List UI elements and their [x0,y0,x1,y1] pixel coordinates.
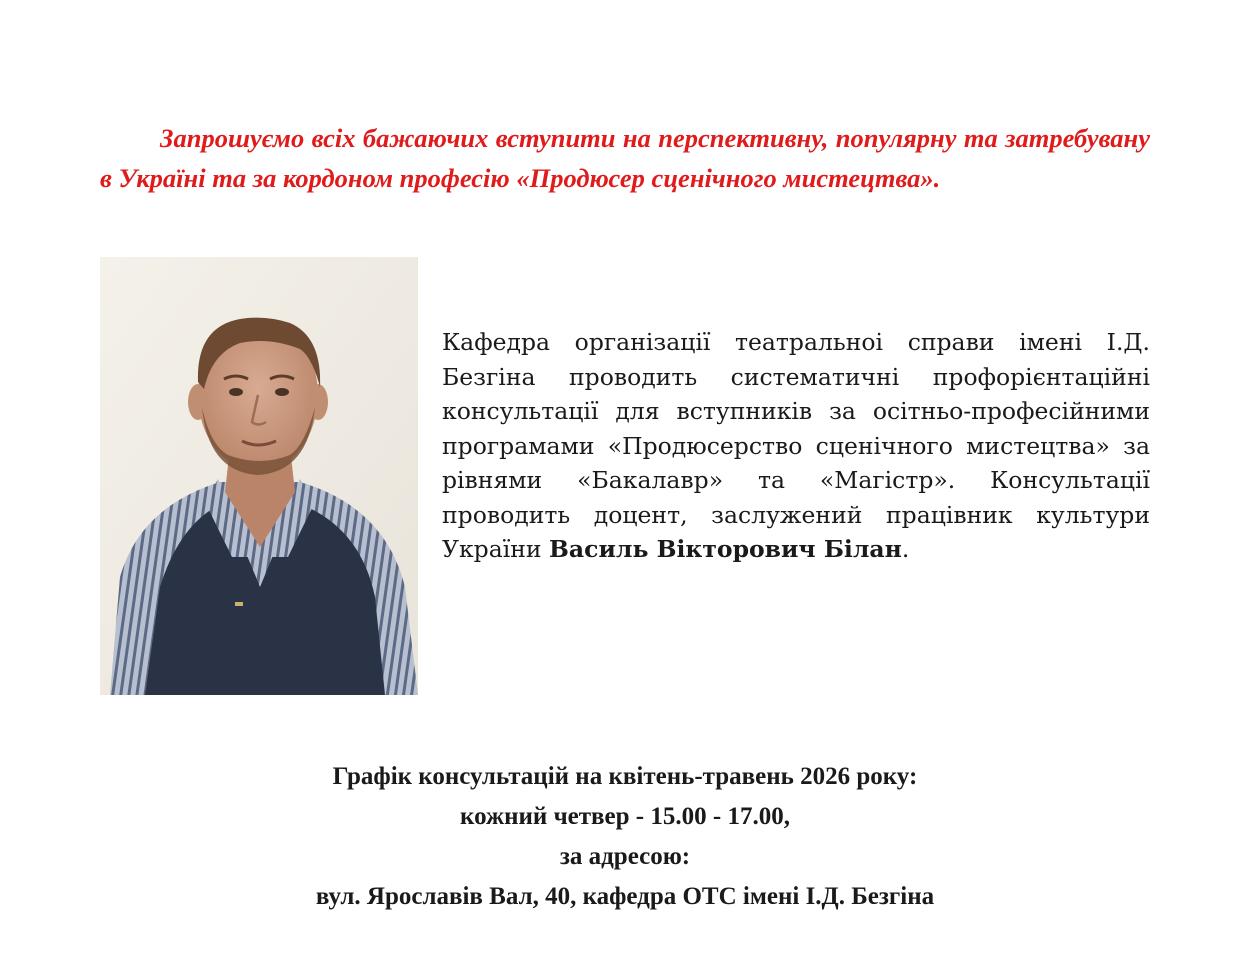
consultation-schedule [100,757,1150,917]
portrait-photo [100,257,418,695]
department-description [442,325,1150,567]
schedule-time: кожний четвер - 15.00 - 17.00, [460,803,790,830]
description-ending: . [901,535,910,563]
schedule-address: вул. Ярославів Вал, 40, кафедра ОТС імені І.Д. Безгіна [315,883,935,910]
portrait-photo-icon [100,257,418,695]
schedule-title: Графік консультацій на квітень-травень 2026 року: [332,763,918,790]
description-text: Кафедра організації театральноі справи імені І.Д. Безгіна проводить систематичні профорієнтаційні консультації для вступників за осітньо-професійними програмами «Продюсерство сценічного мистецтва» за рівнями «Бакалавр» та «Магістр». Консультації проводить доцент, заслужений працівник культури України [442,328,1150,563]
consultant-name: Василь Вікторович Білан [549,535,902,563]
invitation-text: Запрошуємо всіх бажаючих вступити на перспективну, популярну та затребувану в Україні та за кордоном професію «Продюсер сценічного мистецтва». [100,123,1150,193]
schedule-address-label: за адресою: [559,843,691,870]
